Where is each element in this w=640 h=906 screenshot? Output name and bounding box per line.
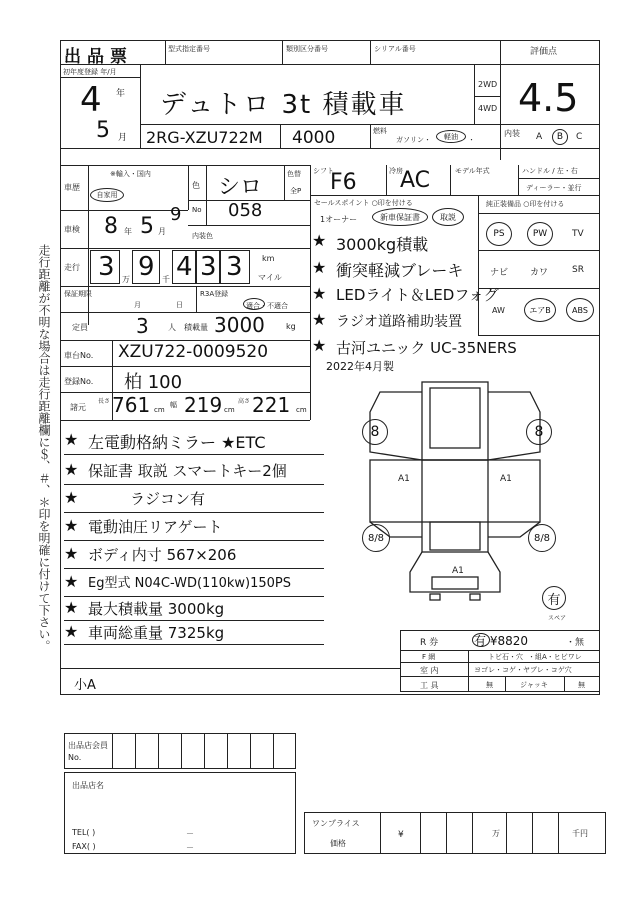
interior-color-label: 内装色 [192,232,213,240]
side-note: 走行距離が不明な場合は走行距離欄に＄、＃、＊印を明確に付けて下さい。 [37,244,51,652]
one-owner: 1オーナー [320,215,358,224]
r-ticket-circle [472,633,490,647]
sales-point: 3000kg積載 [336,235,429,254]
shaken-label: 車検 [64,225,80,234]
history-label: 車歴 [64,183,80,192]
note-line: 左電動格納ミラー ★ETC [88,433,266,452]
note-line: 電動油圧リアゲート [88,518,223,536]
interior-label: 内装 [504,129,520,138]
jack-none: 無 [578,681,585,689]
equip-airbag: エアB [524,298,556,322]
note-line: Eg型式 N04C-WD(110kw)150PS [88,576,291,591]
dim-height: 221 [252,393,291,417]
ac: AC [400,168,431,193]
recycle-options: 適合・不適合 [246,302,288,310]
sales-label: セールスポイント ○印を付ける [314,199,413,207]
equip-tv: TV [572,229,584,239]
shaken-year-unit: 年 [124,227,132,236]
equip-abs: ABS [566,298,594,322]
load: 3000 [214,313,265,337]
dealer-name-label: 出品店名 [72,781,104,790]
shaken-month: 5 [140,214,154,239]
interior-c: C [576,132,583,142]
note-line: ラジコン有 [130,490,206,508]
tel-dash: － [186,829,194,838]
interior-b: B [552,129,568,145]
tel: TEL( ) [72,828,96,837]
note-line: ボディ内寸 567×206 [88,546,237,564]
capacity-label: 定員 [72,323,88,332]
jack-label: ジャッキ [520,681,548,689]
damage-right: A1 [500,474,512,484]
equip-ps: PS [486,222,512,246]
sales-point: 衝突軽減ブレーキ [336,261,464,280]
mileage-mile: マイル [258,273,282,282]
usage-note: ※輸入・国内 [110,170,151,178]
model-code: 2RG-XZU722M [146,128,263,147]
handle-label: ハンドル / 左・右 [522,167,578,175]
tire-front-right: 8 [526,419,552,445]
model-year-label: モデル年式 [455,167,490,175]
vehicle-name: デュトロ 3t 積載車 [160,90,407,120]
first-reg-year-unit: 年 [116,89,126,99]
equip-navi: ナビ [490,268,509,278]
first-reg-month-unit: 月 [118,133,128,143]
f-value2: ・組A・ヒビワレ [528,653,582,661]
shift: F6 [330,170,357,195]
eval-label: 評価点 [530,47,558,57]
reg-no: 柏 100 [124,372,183,393]
drive-4wd: 4WD [478,104,498,113]
dealer-member-label: 出品店会員No. [68,741,108,762]
price-label: 価格 [330,839,346,848]
mileage-km: km [262,254,275,263]
note-line: 車両総重量 7325kg [88,624,225,642]
note-line: 保証書 取説 スマートキー2個 [88,462,287,480]
footer-scribble: 小A [74,678,96,693]
private-use: 自家用 [90,188,124,202]
vehicle-diagram [350,372,560,622]
shaken-month-unit: 月 [158,227,166,236]
eval-score: 4.5 [518,76,579,120]
sales-date: 2022年4月製 [326,360,394,373]
manual: 取説 [432,208,464,226]
chassis: XZU722-0009520 [118,342,269,362]
drive-2wd: 2WD [478,80,498,89]
yen-mark: ¥ [398,830,404,840]
color-code-label: 色替 [287,170,301,178]
warranty-label: 保証期限 [64,290,92,298]
serial-label: シリアル番号 [374,45,416,53]
recycle-circle [243,298,265,310]
load-label: 積載量 [184,323,208,332]
first-reg-label: 初年度登録 年/月 [63,68,117,76]
equip-label: 純正装備品 ○印を付ける [486,200,565,208]
class-label: 類別区分番号 [286,45,328,53]
spare-label: スペア [548,615,567,622]
tire-rear-left: 8/8 [362,524,390,552]
chassis-label: 車台No. [64,351,94,360]
tools-none: 無 [486,681,493,689]
dealer-label: ディーラー・並行 [526,184,582,192]
displacement: 4000 [292,128,336,148]
dims-label: 諸元 [70,403,86,412]
one-price-label: ワンプライス [312,819,360,828]
tools-label: 工 具 [420,681,439,690]
first-reg-year: 4 [80,80,102,120]
dim-length: 761 [112,393,151,417]
color-all: 全P [290,187,302,195]
interior-cond-value: ヨゴレ・コゲ・ヤブレ・コゲ穴 [474,666,572,674]
ac-label: 冷房 [389,167,403,175]
r-ticket-label: R 券 [420,638,439,648]
equip-kawa: カワ [530,268,549,278]
sales-point: LEDライト＆LEDフォグ [336,286,499,304]
equip-sr: SR [572,265,584,275]
reg-label: 登録No. [64,377,94,386]
color-value: シロ [218,175,263,200]
cert-label: 型式指定番号 [168,45,210,53]
new-car-warranty: 新車保証書 [372,208,428,226]
sales-point: ラジオ道路補助装置 [336,314,462,330]
tire-rear-right: 8/8 [528,524,556,552]
first-reg-month: 5 [96,118,110,143]
dim-width: 219 [184,393,223,417]
fax-dash: － [186,843,194,852]
shaken-day: 9 [170,204,182,225]
shaken-year: 8 [104,214,118,239]
f-value: トビ石・穴 [488,653,523,661]
sen-yen-unit: 千円 [572,829,588,838]
equip-aw: AW [492,306,505,315]
r-ticket-none: ・無 [566,638,585,648]
spare-tire: 有 [542,586,566,610]
note-line: 最大積載量 3000kg [88,600,225,618]
fuel-label: 燃料 [373,127,387,135]
damage-left: A1 [398,474,410,484]
color-label: 色 [192,181,200,190]
tire-front-left: 8 [362,419,388,445]
color-no: 058 [228,200,263,221]
f-label: F 網 [422,653,436,661]
fuel-selected: 軽油 [436,130,466,143]
interior-cond-label: 室 内 [420,666,439,675]
capacity: 3 [136,314,149,338]
equip-pw: PW [527,222,553,246]
interior-a: A [536,132,543,142]
sales-point: 古河ユニック UC-35NERS [336,339,517,357]
fax: FAX( ) [72,842,96,851]
shift-label: シフト [313,167,334,175]
color-no-label: No [192,206,202,214]
damage-rear: A1 [452,566,464,576]
r-ticket-value: 有 ¥8820 [474,634,528,648]
form-title: 出品票 [64,47,133,67]
man-unit: 万 [492,829,500,838]
mileage-label: 走行 [64,263,80,272]
recycle-label: R3A登録 [200,290,229,298]
fuel-tail: ・ [468,136,475,144]
fuel-options: ガソリン・ [396,136,431,144]
